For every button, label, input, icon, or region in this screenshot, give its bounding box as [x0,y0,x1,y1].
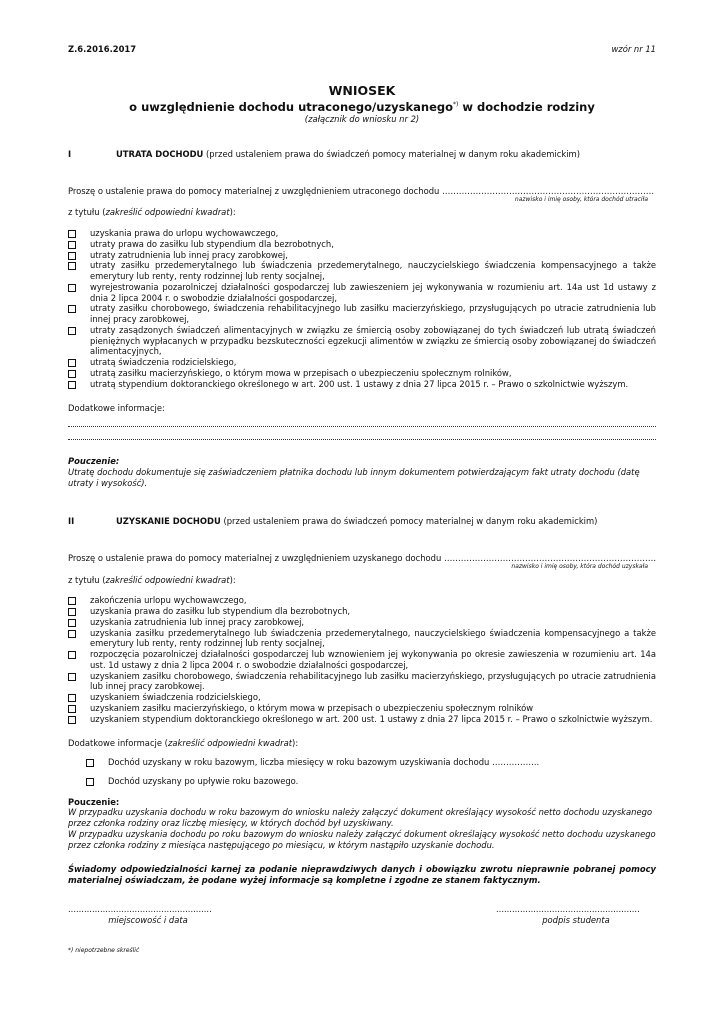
option-label: Dochód uzyskany po upływie roku bazowego. [108,775,299,786]
checklist-item[interactable] [68,239,656,250]
place-date-line: ...................................................... [68,903,212,914]
footnote: *) niepotrzebne skreślić [68,947,140,955]
checkbox[interactable] [68,381,76,389]
checklist-item-label: zakończenia urlopu wychowawczego, [90,595,247,606]
section-1-number: I [68,149,72,160]
form-number: wzór nr 11 [611,44,656,54]
additional-info-line[interactable] [68,427,656,440]
checkbox[interactable] [68,705,76,713]
checklist-item-label: uzyskaniem świadczenia rodzicielskiego, [90,692,261,703]
signature-area [68,904,656,926]
checkbox[interactable] [68,630,76,638]
section-2-options [86,757,656,787]
section-1-request-note: nazwisko i imię osoby, która dochód utraciła [514,195,648,203]
additional-tail: ): [292,738,299,749]
tytul-lead: z tytułu ( [68,207,106,218]
checklist-item[interactable] [68,692,656,703]
checkbox[interactable] [68,241,76,249]
document-title: WNIOSEK [328,82,396,98]
checklist-item-label: utratą świadczenia rodzicielskiego, [90,357,237,368]
checkbox[interactable] [68,262,76,270]
section-1-title-wrap [116,149,580,160]
section-1-request: Proszę o ustalenie prawa do pomocy materialnej z uwzględnieniem utraconego dochodu …………………………………………………………………. [68,185,655,196]
checklist-item[interactable] [68,228,656,239]
checklist-item[interactable] [68,617,656,628]
checkbox[interactable] [68,284,76,292]
checkbox[interactable] [68,305,76,313]
checklist-item[interactable] [68,703,656,714]
place-date-caption: miejscowość i data [108,914,188,925]
section-2-additional-label [68,738,656,749]
section-2-title-wrap [116,516,597,527]
checklist-item[interactable] [68,379,656,390]
section-1-heading [68,149,656,160]
signature-line: ...................................................... [496,903,640,914]
section-2-request-note: nazwisko i imię osoby, która dochód uzyskała [511,562,648,570]
tytul-lead: z tytułu ( [68,574,106,585]
subtitle-tail: w dochodzie rodziny [458,99,595,114]
place-date-field[interactable] [68,904,228,926]
checklist-item[interactable] [68,671,656,693]
checklist-item[interactable] [68,606,656,617]
checkbox[interactable] [68,673,76,681]
option-item[interactable] [86,776,656,787]
checklist-item-label: uzyskania prawa do zasiłku lub stypendium dla bezrobotnych, [90,606,351,617]
form-code: Z.6.2016.2017 [68,44,137,54]
section-2-checklist [68,595,656,724]
tytul-italic: zakreślić odpowiedni kwadrat [105,207,230,218]
section-2-heading [68,516,656,527]
subtitle-footnote-mark: *) [453,100,459,108]
checklist-item-label: uzyskaniem zasiłku chorobowego, świadczenia rehabilitacyjnego lub zasiłku macierzyńskiego, przysługujących po utracie zatrudnienia lub innej pracy zarobkowej. [90,670,656,692]
section-1-additional-label: Dodatkowe informacje: [68,403,165,414]
checkbox[interactable] [68,359,76,367]
section-1-checklist [68,228,656,389]
tytul-italic: zakreślić odpowiedni kwadrat [105,574,230,585]
section-1-tytul [68,207,656,218]
checklist-item-label: utraty zasądzonych świadczeń alimentacyjnych w związku ze śmiercią osoby zobowiązanej do tych świadczeń lub utratą świadczeń pieniężnych wypłacanych w przypadku bezskuteczności egzekucji alimentów w związku ze śmiercią osoby zobowiązanej do świadczeń alimentacyjnych, [90,324,656,357]
section-2-tytul [68,575,656,586]
section-2-pouczenie-title: Pouczenie: [68,796,120,807]
checklist-item-label: utraty zasiłku chorobowego, świadczenia rehabilitacyjnego lub zasiłku macierzyńskiego, przysługujących po utracie zatrudnienia lub innej pracy zarobkowej, [90,303,656,325]
checkbox[interactable] [86,778,94,786]
checklist-item-label: wyrejestrowania pozarolniczej działalności gospodarczej lub zawieszeniem jej wykonywania w rozumieniu art. 14a ust 1d ustawy z dnia 2 lipca 2004 r. o swobodzie działalności gospodarczej, [90,281,656,303]
option-label: Dochód uzyskany w roku bazowym, liczba miesięcy w roku bazowym uzyskiwania dochodu …………….. [108,757,540,768]
checklist-item-label: utraty zatrudnienia lub innej pracy zarobkowej, [90,249,288,260]
checkbox[interactable] [68,651,76,659]
page-header [68,44,656,55]
checklist-item[interactable] [68,714,656,725]
checkbox[interactable] [68,252,76,260]
tytul-tail: ): [229,207,236,218]
subtitle-main: o uwzględnienie dochodu utraconego/uzyskanego [129,99,454,114]
checklist-item-label: uzyskania zasiłku przedemerytalnego lub świadczenia przedemerytalnego, nauczycielskiego świadczenia kompensacyjnego a także emerytury lub renty, renty rodzinnej lub renty socjalnej, [90,627,656,649]
checklist-item-label: rozpoczęcia pozarolniczej działalności gospodarczej lub wznowieniem jej wykonywania po okresie zawieszenia w rozumieniu art. 14a ust. 1d ustawy z dnia 2 lipca 2004 r. o swobodzie działalności gospodarczej, [90,649,656,670]
checkbox[interactable] [86,759,94,767]
additional-info-line[interactable] [68,414,656,427]
tytul-tail: ): [229,574,236,585]
section-2-title-rest: (przed ustaleniem prawa do świadczeń pomocy materialnej w danym roku akademickim) [220,516,598,527]
checklist-item[interactable] [68,649,656,671]
attachment-note: (załącznik do wniosku nr 2) [304,114,420,125]
section-1-pouczenie-text: Utratę dochodu dokumentuje się zaświadczeniem płatnika dochodu lub innym dokumentem potwierdzającym fakt utraty dochodu (datę utraty i wysokość). [68,466,640,488]
checklist-item-label: uzyskania prawa do urlopu wychowawczego, [90,228,279,239]
additional-italic: zakreślić odpowiedni kwadrat [167,738,293,749]
signature-field[interactable] [496,904,656,926]
checklist-item[interactable] [68,357,656,368]
checklist-item-label: uzyskania zatrudnienia lub innej pracy zarobkowej, [90,616,305,627]
section-2-title: UZYSKANIE DOCHODU [116,516,221,527]
checkbox[interactable] [68,327,76,335]
checkbox[interactable] [68,608,76,616]
section-1-title-rest: (przed ustaleniem prawa do świadczeń pomocy materialnej w danym roku akademickim) [203,149,580,160]
checklist-item-label: utraty zasiłku przedemerytalnego lub świadczenia przedemerytalnego, nauczycielskiego świadczenia kompensacyjnego a także emerytury lub renty, renty rodzinnej lub renty socjalnej, [90,260,656,282]
checklist-item[interactable] [68,368,656,379]
checkbox[interactable] [68,597,76,605]
checkbox[interactable] [68,230,76,238]
declaration: Świadomy odpowiedzialności karnej za podanie nieprawdziwych danych i obowiązku zwrotu nieprawnie pobranej pomocy materialnej oświadczam, że podane wyżej informacje są kompletne i zgodne ze stanem faktycznym. [68,864,656,886]
checklist-item[interactable] [68,260,656,282]
section-2-request: Proszę o ustalenie prawa do pomocy materialnej z uwzględnieniem uzyskanego dochodu …………………………………………………………………. [68,553,656,564]
checklist-item[interactable] [68,303,656,325]
checkbox[interactable] [68,370,76,378]
section-1-pouczenie-title: Pouczenie: [68,456,120,467]
checklist-item-label: utratą stypendium doktoranckiego określonego w art. 200 ust. 1 ustawy z dnia 27 lipca 2015 r. – Prawo o szkolnictwie wyższym. [90,378,629,389]
form-page [68,44,656,955]
checklist-item[interactable] [68,595,656,606]
section-2-pouczenie-text-1: W przypadku uzyskania dochodu w roku bazowym do wniosku należy załączyć dokument określający wysokość netto dochodu uzyskanego przez członka rodziny oraz liczbę miesięcy, w których dochód był uzyskiwany. [68,807,653,829]
checklist-item-label: utraty prawa do zasiłku lub stypendium dla bezrobotnych, [90,238,334,249]
checklist-item-label: uzyskaniem stypendium doktoranckiego określonego w art. 200 ust. 1 ustawy z dnia 27 lipca 2015 r. – Prawo o szkolnictwie wyższym. [90,713,653,724]
checklist-item-label: utratą zasiłku macierzyńskiego, o którym mowa w przepisach o ubezpieczeniu społecznym rolników, [90,367,512,378]
section-2-pouczenie-text-2: W przypadku uzyskania dochodu po roku bazowym do wniosku należy załączyć dokument określający wysokość netto dochodu uzyskanego przez członka rodziny z miesiąca następującego po miesiącu, w którym nastąpiło uzyskanie dochodu. [68,828,656,850]
additional-lead: Dodatkowe informacje ( [68,738,168,749]
checkbox[interactable] [68,694,76,702]
section-2-number: II [68,516,75,527]
checklist-item[interactable] [68,628,656,650]
checklist-item-label: uzyskaniem zasiłku macierzyńskiego, o którym mowa w przepisach o ubezpieczeniu społecznym rolników [90,702,534,713]
option-item[interactable] [86,757,656,768]
document-subtitle [68,100,656,115]
checklist-item[interactable] [68,250,656,261]
signature-caption: podpis studenta [542,914,610,925]
section-1-title: UTRATA DOCHODU [116,149,204,160]
checkbox[interactable] [68,716,76,724]
checklist-item[interactable] [68,325,656,357]
checklist-item[interactable] [68,282,656,304]
checkbox[interactable] [68,619,76,627]
